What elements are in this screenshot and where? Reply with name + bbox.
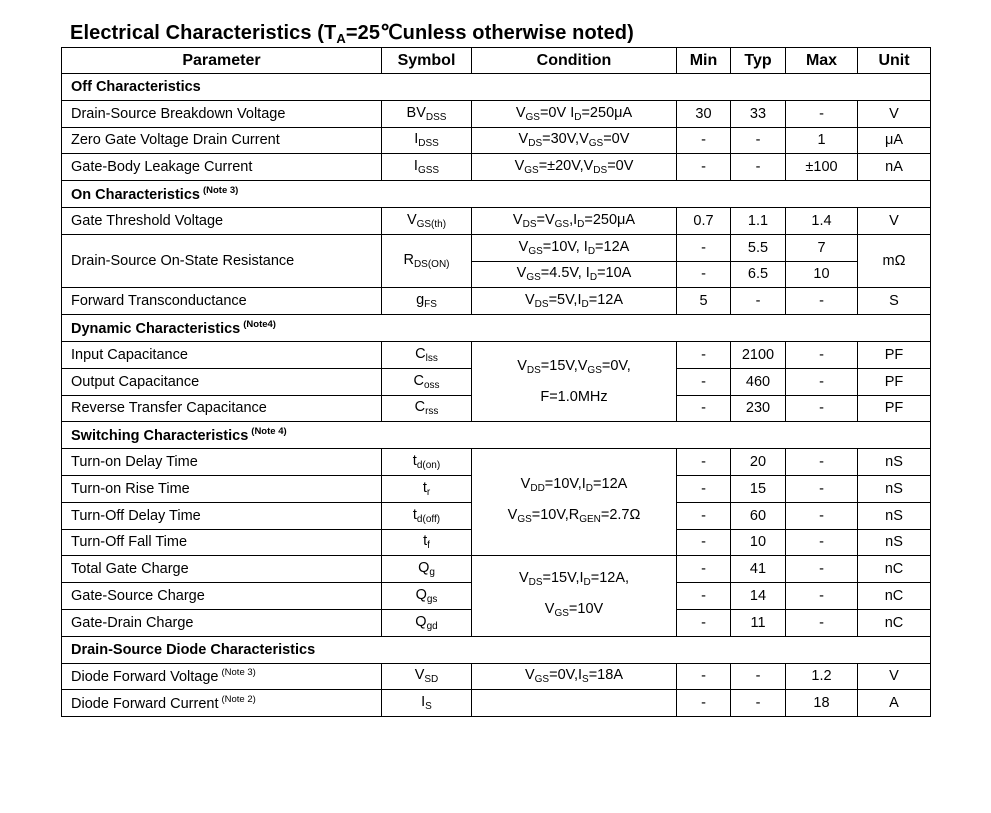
max-cell: 10 — [786, 261, 858, 288]
max-cell: - — [786, 609, 858, 636]
parameter-cell: Input Capacitance — [62, 341, 382, 368]
max-cell: - — [786, 288, 858, 315]
unit-cell: V — [858, 663, 931, 690]
condition-cell — [472, 690, 677, 717]
table-row — [62, 449, 931, 476]
section-row — [62, 181, 931, 208]
max-cell: - — [786, 475, 858, 502]
unit-cell: PF — [858, 395, 931, 422]
section-row — [62, 74, 931, 101]
parameter-cell: Forward Transconductance — [62, 288, 382, 315]
unit-cell: nC — [858, 556, 931, 583]
unit-cell: A — [858, 690, 931, 717]
symbol-cell: $V_{SD}$ — [382, 663, 472, 690]
unit-cell: S — [858, 288, 931, 315]
header-unit: Unit — [858, 48, 931, 74]
section-diode: Drain-Source Diode Characteristics — [62, 636, 931, 663]
condition-cell: $V_{GS}=10V$, $I_D=12A$ — [472, 234, 677, 261]
parameter-cell: Turn-on Rise Time — [62, 475, 382, 502]
typ-cell: 60 — [731, 502, 786, 529]
symbol-cell: $I_{GSS}$ — [382, 154, 472, 181]
parameter-cell: Total Gate Charge — [62, 556, 382, 583]
header-typ: Typ — [731, 48, 786, 74]
typ-cell: - — [731, 127, 786, 154]
condition-cell: $V_{DS}=V_{GS},I_D=250\mu A$ — [472, 207, 677, 234]
typ-cell: 1.1 — [731, 207, 786, 234]
unit-cell: V — [858, 207, 931, 234]
parameter-cell: Zero Gate Voltage Drain Current — [62, 127, 382, 154]
typ-cell: - — [731, 288, 786, 315]
max-cell: - — [786, 529, 858, 556]
min-cell: - — [677, 341, 731, 368]
parameter-cell: Gate Threshold Voltage — [62, 207, 382, 234]
parameter-cell: Diode Forward Voltage $^{(Note 3)}$ — [62, 663, 382, 690]
symbol-cell: $R_{DS(ON)}$ — [382, 234, 472, 288]
parameter-cell: Drain-Source Breakdown Voltage — [62, 100, 382, 127]
min-cell: 0.7 — [677, 207, 731, 234]
parameter-cell: Diode Forward Current $^{(Note 2)}$ — [62, 690, 382, 717]
max-cell: - — [786, 449, 858, 476]
min-cell: 5 — [677, 288, 731, 315]
parameter-cell: Turn-Off Fall Time — [62, 529, 382, 556]
condition-cell: $V_{DS}=5V,I_D=12A$ — [472, 288, 677, 315]
min-cell: - — [677, 663, 731, 690]
max-cell: - — [786, 556, 858, 583]
typ-cell: 15 — [731, 475, 786, 502]
max-cell: 1 — [786, 127, 858, 154]
parameter-cell: Output Capacitance — [62, 368, 382, 395]
symbol-cell: $t_r$ — [382, 475, 472, 502]
min-cell: - — [677, 261, 731, 288]
typ-cell: 33 — [731, 100, 786, 127]
symbol-cell: $V_{GS(th)}$ — [382, 207, 472, 234]
typ-cell: 6.5 — [731, 261, 786, 288]
max-cell: - — [786, 368, 858, 395]
min-cell: - — [677, 234, 731, 261]
condition-cell: $V_{GS}=4.5V$, $I_D=10A$ — [472, 261, 677, 288]
symbol-cell: $Q_g$ — [382, 556, 472, 583]
max-cell: - — [786, 341, 858, 368]
typ-cell: 10 — [731, 529, 786, 556]
condition-cell: $V_{DS}=15V,I_D=12A$, $V_{GS}=10V$ — [472, 556, 677, 636]
min-cell: - — [677, 395, 731, 422]
max-cell: - — [786, 583, 858, 610]
table-row — [62, 556, 931, 583]
min-cell: - — [677, 609, 731, 636]
max-cell: 1.2 — [786, 663, 858, 690]
unit-cell: nC — [858, 609, 931, 636]
symbol-cell: $BV_{DSS}$ — [382, 100, 472, 127]
unit-cell: V — [858, 100, 931, 127]
typ-cell: - — [731, 663, 786, 690]
typ-cell: 2100 — [731, 341, 786, 368]
typ-cell: - — [731, 690, 786, 717]
min-cell: 30 — [677, 100, 731, 127]
unit-cell: nS — [858, 529, 931, 556]
min-cell: - — [677, 529, 731, 556]
symbol-cell: $t_f$ — [382, 529, 472, 556]
unit-cell: PF — [858, 368, 931, 395]
parameter-cell: Turn-Off Delay Time — [62, 502, 382, 529]
typ-cell: 41 — [731, 556, 786, 583]
header-min: Min — [677, 48, 731, 74]
symbol-cell: $C_{lss}$ — [382, 341, 472, 368]
condition-cell: $V_{GS}=\pm 20V,V_{DS}=0V$ — [472, 154, 677, 181]
symbol-cell: $Q_{gd}$ — [382, 609, 472, 636]
min-cell: - — [677, 449, 731, 476]
typ-cell: 5.5 — [731, 234, 786, 261]
parameter-cell: Gate-Body Leakage Current — [62, 154, 382, 181]
symbol-cell: $Q_{gs}$ — [382, 583, 472, 610]
section-off: Off Characteristics — [62, 74, 931, 101]
unit-cell: PF — [858, 341, 931, 368]
unit-cell: μA — [858, 127, 931, 154]
typ-cell: - — [731, 154, 786, 181]
electrical-characteristics-table — [61, 47, 931, 717]
condition-cell: $V_{GS}=0V,I_S=18A$ — [472, 663, 677, 690]
header-max: Max — [786, 48, 858, 74]
header-condition: Condition — [472, 48, 677, 74]
min-cell: - — [677, 368, 731, 395]
symbol-cell: $I_S$ — [382, 690, 472, 717]
section-dynamic: Dynamic Characteristics $^{(Note4)}$ — [62, 315, 931, 342]
section-row — [62, 315, 931, 342]
table-row — [62, 341, 931, 368]
symbol-cell: $C_{rss}$ — [382, 395, 472, 422]
table-row — [62, 154, 931, 181]
table-title: Electrical Characteristics ($T_A=25℃unless$ otherwise noted) — [70, 22, 634, 46]
min-cell: - — [677, 127, 731, 154]
min-cell: - — [677, 154, 731, 181]
table-row — [62, 663, 931, 690]
header-parameter: Parameter — [62, 48, 382, 74]
condition-cell: $V_{GS}=0V$ $I_D=250\mu A$ — [472, 100, 677, 127]
condition-cell: $V_{DD}=10V,I_D=12A$ $V_{GS}=10V,R_{GEN}=2.7\Omega$ — [472, 449, 677, 556]
typ-cell: 460 — [731, 368, 786, 395]
typ-cell: 14 — [731, 583, 786, 610]
table-row — [62, 207, 931, 234]
table-row — [62, 234, 931, 261]
parameter-cell: Gate-Drain Charge — [62, 609, 382, 636]
header-symbol: Symbol — [382, 48, 472, 74]
symbol-cell: $C_{oss}$ — [382, 368, 472, 395]
max-cell: - — [786, 100, 858, 127]
typ-cell: 11 — [731, 609, 786, 636]
symbol-cell: $t_{d(off)}$ — [382, 502, 472, 529]
max-cell: 18 — [786, 690, 858, 717]
unit-cell: nS — [858, 449, 931, 476]
min-cell: - — [677, 583, 731, 610]
typ-cell: 20 — [731, 449, 786, 476]
table-row — [62, 127, 931, 154]
parameter-cell: Reverse Transfer Capacitance — [62, 395, 382, 422]
min-cell: - — [677, 556, 731, 583]
condition-cell: $V_{DS}=30V,V_{GS}=0V$ — [472, 127, 677, 154]
symbol-cell: $I_{DSS}$ — [382, 127, 472, 154]
max-cell: - — [786, 502, 858, 529]
header-row — [62, 48, 931, 74]
parameter-cell: Gate-Source Charge — [62, 583, 382, 610]
parameter-cell: Drain-Source On-State Resistance — [62, 234, 382, 288]
unit-cell: mΩ — [858, 234, 931, 288]
symbol-cell: $t_{d(on)}$ — [382, 449, 472, 476]
min-cell: - — [677, 475, 731, 502]
symbol-cell: $g_{FS}$ — [382, 288, 472, 315]
section-on: On Characteristics $^{(Note 3)}$ — [62, 181, 931, 208]
table-row — [62, 100, 931, 127]
min-cell: - — [677, 502, 731, 529]
condition-cell: $V_{DS}=15V,V_{GS}=0V$, F=1.0MHz — [472, 341, 677, 421]
min-cell: - — [677, 690, 731, 717]
unit-cell: nS — [858, 502, 931, 529]
table-row — [62, 690, 931, 717]
unit-cell: nC — [858, 583, 931, 610]
max-cell: - — [786, 395, 858, 422]
unit-cell: nS — [858, 475, 931, 502]
section-row — [62, 422, 931, 449]
section-row — [62, 636, 931, 663]
parameter-cell: Turn-on Delay Time — [62, 449, 382, 476]
max-cell: 1.4 — [786, 207, 858, 234]
table-row — [62, 288, 931, 315]
typ-cell: 230 — [731, 395, 786, 422]
unit-cell: nA — [858, 154, 931, 181]
max-cell: ±100 — [786, 154, 858, 181]
max-cell: 7 — [786, 234, 858, 261]
section-switching: Switching Characteristics $^{(Note 4)}$ — [62, 422, 931, 449]
